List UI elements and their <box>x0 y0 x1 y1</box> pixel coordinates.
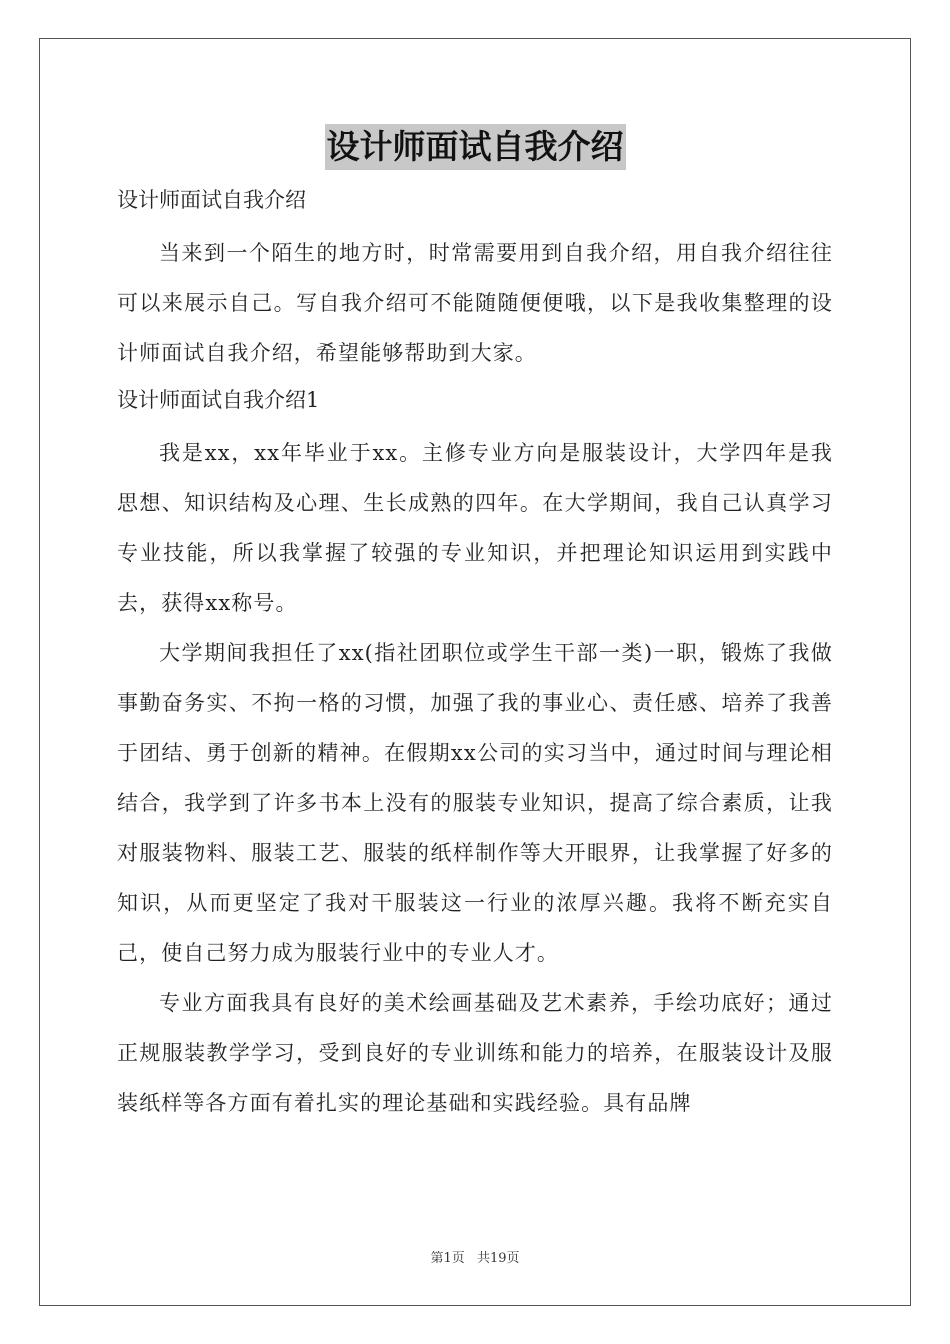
document-subtitle: 设计师面试自我介绍 <box>117 188 306 212</box>
body-paragraph: 我是xx，xx年毕业于xx。主修专业方向是服装设计，大学四年是我思想、知识结构及心理、生长成熟的四年。在大学期间，我自己认真学习专业技能，所以我掌握了较强的专业知识，并把理论知识运用到实践中去，获得xx称号。 <box>117 441 833 615</box>
page-number: 第1页 <box>430 1251 465 1266</box>
body-paragraph: 大学期间我担任了xx(指社团职位或学生干部一类)一职，锻炼了我做事勤奋务实、不拘一格的习惯，加强了我的事业心、责任感、培养了我善于团结、勇于创新的精神。在假期xx公司的实习当中，通过时间与理论相结合，我学到了许多书本上没有的服装专业知识，提高了综合素质，让我对服装物料、服装工艺、服装的纸样制作等大开眼界，让我掌握了好多的知识，从而更坚定了我对干服装这一行业的浓厚兴趣。我将不断充实自己，使自己努力成为服装行业中的专业人才。 <box>117 641 833 965</box>
page-footer <box>0 1247 950 1266</box>
title-container <box>0 124 950 170</box>
section-heading: 设计师面试自我介绍1 <box>117 388 320 412</box>
page-total: 共19页 <box>476 1251 520 1266</box>
body-paragraph: 专业方面我具有良好的美术绘画基础及艺术素养，手绘功底好；通过正规服装教学学习，受到良好的专业训练和能力的培养，在服装设计及服装纸样等各方面有着扎实的理论基础和实践经验。具有品牌 <box>117 991 833 1115</box>
document-title: 设计师面试自我介绍 <box>325 124 626 170</box>
intro-paragraph: 当来到一个陌生的地方时，时常需要用到自我介绍，用自我介绍往往可以来展示自己。写自我介绍可不能随随便便哦，以下是我收集整理的设计师面试自我介绍，希望能够帮助到大家。 <box>117 241 833 365</box>
document-body <box>117 178 833 1128</box>
